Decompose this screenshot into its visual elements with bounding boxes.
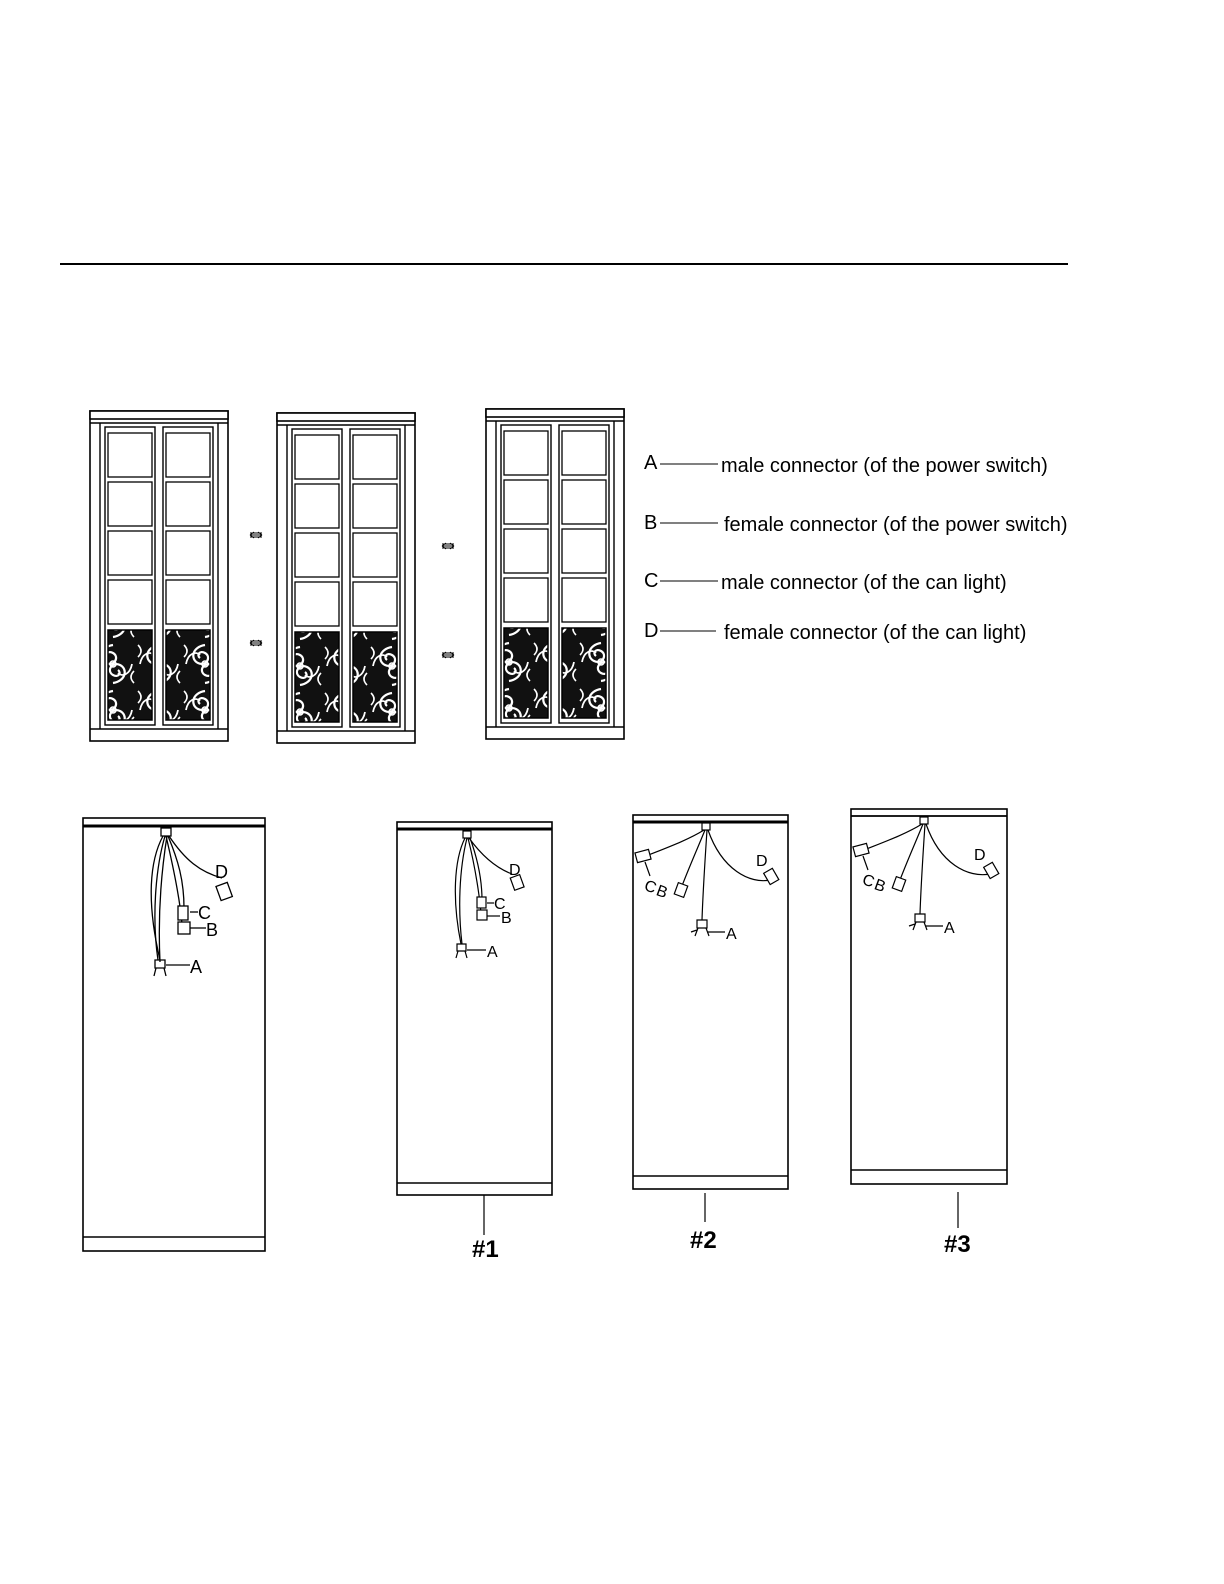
wiring-label-c: C: [641, 877, 659, 898]
wiring-label-a: A: [190, 957, 203, 977]
wiring-label-d: D: [974, 847, 986, 864]
wiring-label-b: B: [206, 920, 219, 940]
cabinet-front-middle: [277, 413, 415, 743]
wiring-label-d: D: [215, 862, 228, 882]
legend-item-a: [644, 452, 1048, 477]
double-arrow-icon: [442, 652, 454, 658]
cabinet-back-3: [851, 809, 1007, 1258]
wiring-label-c: C: [494, 896, 506, 913]
cabinet-number-label: #1: [472, 1236, 499, 1263]
legend: [644, 452, 1068, 644]
cabinet-number-label: #3: [944, 1231, 971, 1258]
double-arrow-icon: [250, 640, 262, 646]
wiring-label-c: C: [859, 871, 877, 892]
legend-text: female connector (of the can light): [724, 622, 1027, 644]
wiring-label-b: B: [871, 876, 888, 896]
cabinet-back-main: [83, 818, 265, 1251]
legend-letter: C: [644, 570, 659, 592]
legend-letter: D: [644, 620, 659, 642]
legend-letter: B: [644, 512, 658, 534]
legend-letter: A: [644, 452, 658, 474]
legend-item-b: [644, 512, 1068, 536]
wiring-label-d: D: [509, 862, 521, 879]
cabinet-front-right: [486, 409, 624, 739]
cabinet-back-2: [633, 815, 788, 1254]
cabinet-number-label: #2: [690, 1227, 717, 1254]
cabinet-front-left: [90, 411, 228, 741]
legend-text: female connector (of the power switch): [724, 514, 1068, 536]
wiring-label-a: A: [726, 926, 737, 943]
wiring-label-d: D: [756, 853, 768, 870]
legend-item-c: [644, 570, 1007, 594]
wiring-label-a: A: [944, 920, 955, 937]
wiring-label-c: C: [198, 903, 211, 923]
double-arrow-icon: [442, 543, 454, 549]
wiring-label-a: A: [487, 944, 498, 961]
legend-item-d: [644, 620, 1026, 644]
double-arrow-icon: [250, 532, 262, 538]
legend-text: male connector (of the can light): [721, 572, 1007, 594]
wiring-label-b: B: [653, 882, 670, 902]
wiring-label-b: B: [501, 910, 512, 927]
cabinet-back-1: [397, 822, 552, 1263]
legend-text: male connector (of the power switch): [721, 455, 1048, 477]
